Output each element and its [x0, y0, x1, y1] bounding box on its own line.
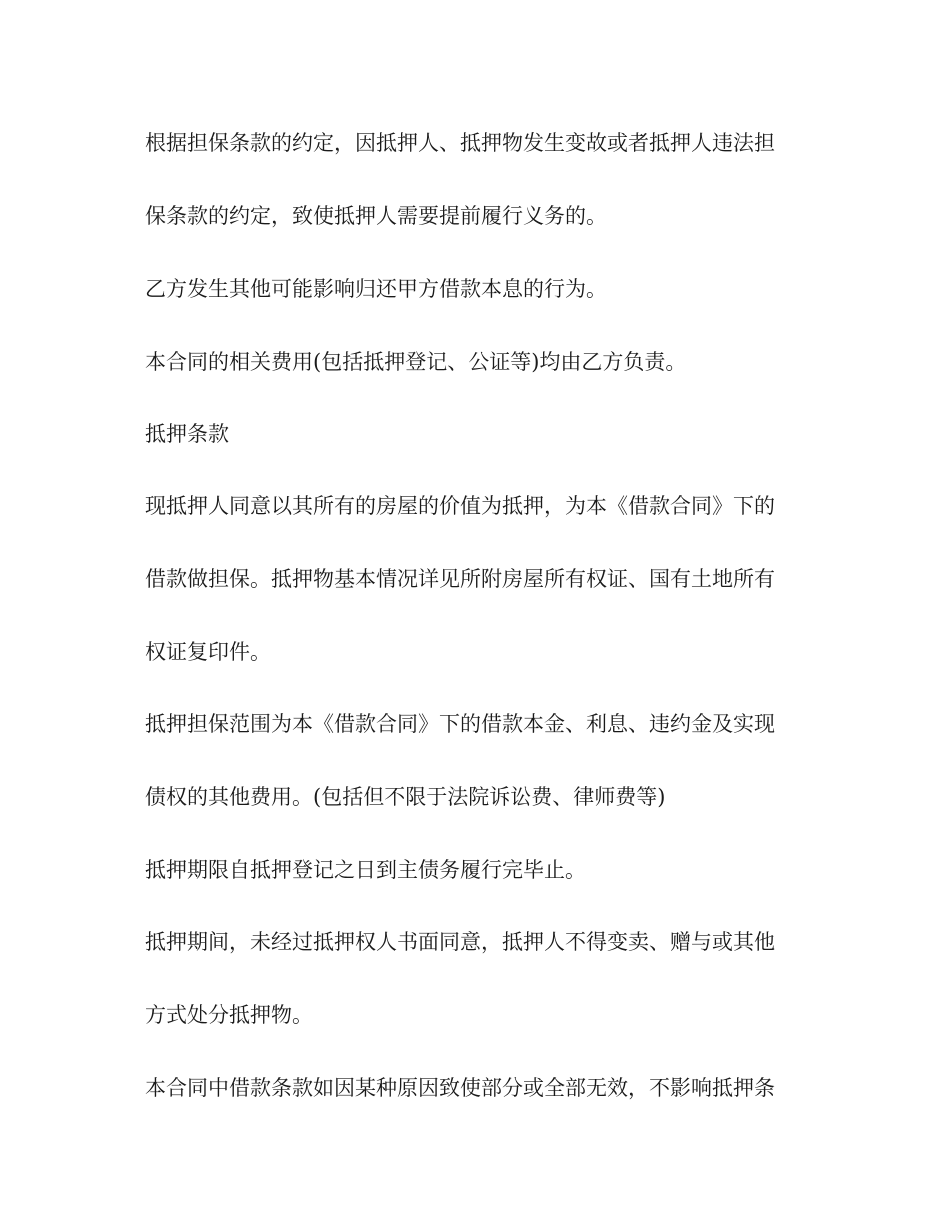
- text-line: 根据担保条款的约定，因抵押人、抵押物发生变故或者抵押人违法担: [145, 131, 775, 155]
- text-line: 乙方发生其他可能影响归还甲方借款本息的行为。: [145, 277, 607, 301]
- text-line: 权证复印件。: [145, 640, 271, 664]
- text-line: 借款做担保。抵押物基本情况详见所附房屋所有权证、国有土地所有: [145, 567, 775, 591]
- text-line: 抵押担保范围为本《借款合同》下的借款本金、利息、违约金及实现: [145, 712, 775, 736]
- text-line: 抵押期限自抵押登记之日到主债务履行完毕止。: [145, 858, 586, 882]
- text-line: 方式处分抵押物。: [145, 1003, 313, 1027]
- text-line: 抵押期间，未经过抵押权人书面同意，抵押人不得变卖、赠与或其他: [145, 930, 775, 954]
- text-line: 本合同中借款条款如因某种原因致使部分或全部无效，不影响抵押条: [145, 1076, 775, 1100]
- section-heading: 抵押条款: [145, 422, 229, 446]
- text-line: 现抵押人同意以其所有的房屋的价值为抵押，为本《借款合同》下的: [145, 494, 775, 518]
- text-line: 保条款的约定，致使抵押人需要提前履行义务的。: [145, 204, 607, 228]
- text-line: 本合同的相关费用(包括抵押登记、公证等)均由乙方负责。: [145, 350, 687, 374]
- text-line: 债权的其他费用。(包括但不限于法院诉讼费、律师费等): [145, 785, 666, 809]
